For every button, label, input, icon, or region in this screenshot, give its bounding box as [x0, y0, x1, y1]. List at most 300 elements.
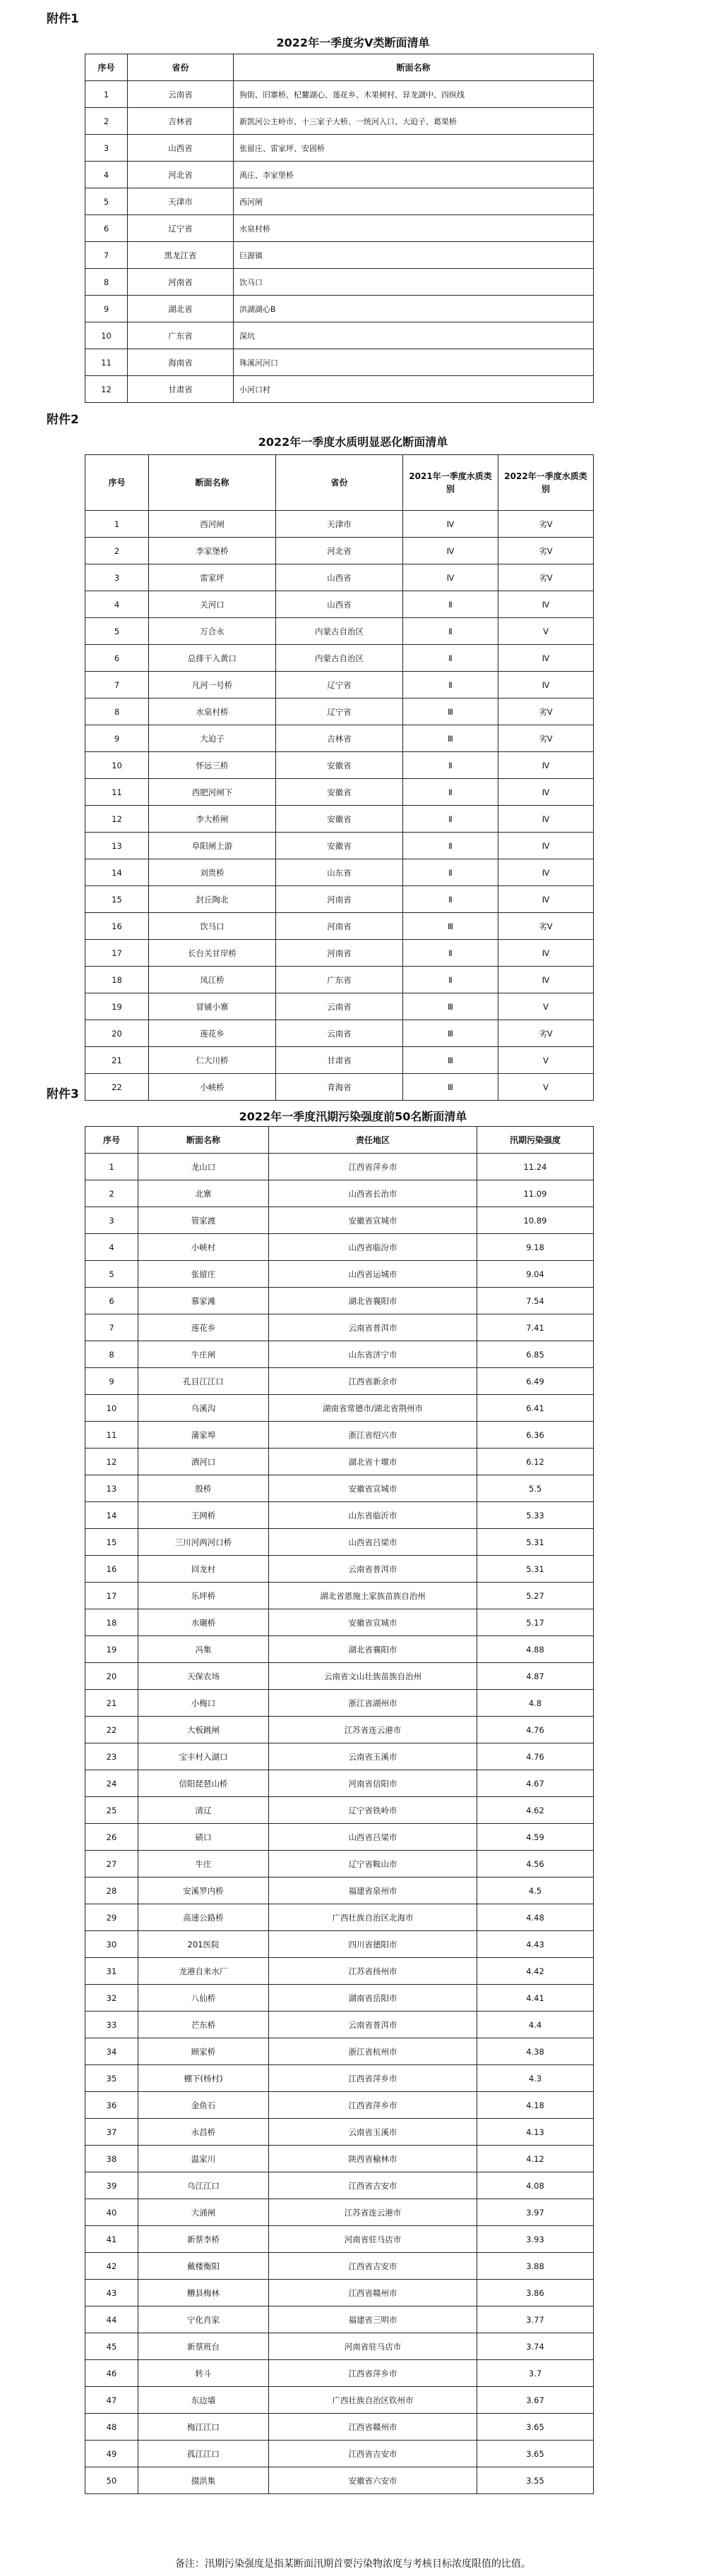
province-cell: 辽宁省 [128, 215, 234, 242]
quality-2021-cell: Ⅲ [403, 1020, 498, 1047]
quality-2022-cell: Ⅴ [498, 1047, 594, 1074]
region-cell: 江西省吉安市 [269, 2441, 477, 2467]
section-cell: 永昌桥 [138, 2119, 269, 2146]
quality-2022-cell: Ⅴ [498, 1074, 594, 1101]
index-cell: 25 [85, 1797, 138, 1824]
index-cell: 1 [85, 81, 128, 108]
index-cell: 13 [85, 833, 149, 859]
quality-2021-cell: Ⅱ [403, 618, 498, 645]
table-row [85, 162, 594, 188]
quality-2022-cell: Ⅳ [498, 886, 594, 913]
quality-2021-cell: Ⅱ [403, 967, 498, 993]
index-cell: 19 [85, 993, 149, 1020]
quality-2021-cell: Ⅱ [403, 779, 498, 806]
section-cell: 戴楼衡阳 [138, 2253, 269, 2280]
quality-2021-cell: Ⅱ [403, 859, 498, 886]
intensity-cell: 4.8 [477, 1690, 594, 1717]
index-cell: 29 [85, 1904, 138, 1931]
section-cell: 总排干入黄口 [149, 645, 276, 672]
intensity-cell: 6.85 [477, 1341, 594, 1368]
table-row [85, 1047, 594, 1074]
region-cell: 江苏省连云港市 [269, 1717, 477, 1743]
section-cell: 牛庄闸 [138, 1341, 269, 1368]
province-cell: 辽宁省 [276, 672, 403, 699]
table-row [85, 1743, 594, 1770]
section-cell: 天保农场 [138, 1663, 269, 1690]
intensity-cell: 4.12 [477, 2146, 594, 2172]
section-cell: 张留庄 [138, 1261, 269, 1288]
intensity-cell: 4.3 [477, 2065, 594, 2092]
table-row [85, 322, 594, 349]
quality-2021-cell: Ⅲ [403, 725, 498, 752]
names-cell: 饮马口 [234, 269, 594, 296]
intensity-cell: 4.59 [477, 1824, 594, 1851]
region-cell: 山西省运城市 [269, 1261, 477, 1288]
section-cell: 阜阳闸上游 [149, 833, 276, 859]
region-cell: 辽宁省鞍山市 [269, 1851, 477, 1877]
section-cell: 小峡村 [138, 1234, 269, 1261]
index-cell: 8 [85, 1341, 138, 1368]
region-cell: 江苏省扬州市 [269, 1958, 477, 1985]
index-cell: 38 [85, 2146, 138, 2172]
quality-2021-cell: Ⅱ [403, 833, 498, 859]
province-cell: 河北省 [128, 162, 234, 188]
section-cell: 西河闸 [149, 511, 276, 538]
header-section-name: 断面名称 [138, 1127, 269, 1154]
region-cell: 湖南省岳阳市 [269, 1985, 477, 2012]
section-cell: 新蔡李桥 [138, 2226, 269, 2253]
section-cell: 莲花乡 [138, 1314, 269, 1341]
section-cell: 温家川 [138, 2146, 269, 2172]
region-cell: 山东省临沂市 [269, 1502, 477, 1529]
quality-2021-cell: Ⅲ [403, 993, 498, 1020]
table-row [85, 242, 594, 269]
section-cell: 凡河一号桥 [149, 672, 276, 699]
index-cell: 26 [85, 1824, 138, 1851]
index-cell: 3 [85, 564, 149, 591]
index-cell: 33 [85, 2012, 138, 2038]
header-index: 序号 [85, 455, 149, 511]
names-cell: 禹庄、李家堡桥 [234, 162, 594, 188]
index-cell: 2 [85, 538, 149, 564]
table-row [85, 376, 594, 403]
header-quality-2021: 2021年一季度水质类别 [403, 455, 498, 511]
index-cell: 32 [85, 1985, 138, 2012]
names-cell: 张留庄、雷家坪、安固桥 [234, 135, 594, 162]
table-row [85, 993, 594, 1020]
intensity-cell: 5.5 [477, 1475, 594, 1502]
table-row [85, 81, 594, 108]
section-cell: 孤江江口 [138, 2441, 269, 2467]
table-row [85, 618, 594, 645]
region-cell: 河南省驻马店市 [269, 2333, 477, 2360]
index-cell: 31 [85, 1958, 138, 1985]
header-pollution-intensity: 汛期污染强度 [477, 1127, 594, 1154]
table-row [85, 672, 594, 699]
section-cell: 碛口 [138, 1824, 269, 1851]
table-row [85, 1717, 594, 1743]
quality-2022-cell: 劣Ⅴ [498, 1020, 594, 1047]
section-cell: 万合永 [149, 618, 276, 645]
section-cell: 蒲家埠 [138, 1422, 269, 1449]
table-row [85, 2146, 594, 2172]
table-row [85, 2199, 594, 2226]
section-cell: 管家渡 [138, 1207, 269, 1234]
quality-2022-cell: 劣Ⅴ [498, 913, 594, 940]
table-row [85, 1341, 594, 1368]
section-cell: 掇洪集 [138, 2467, 269, 2494]
section-cell: 大涌闸 [138, 2199, 269, 2226]
section-cell: 转斗 [138, 2360, 269, 2387]
quality-2022-cell: Ⅳ [498, 752, 594, 779]
header-province: 省份 [276, 455, 403, 511]
table-row [85, 1904, 594, 1931]
index-cell: 28 [85, 1877, 138, 1904]
province-cell: 安徽省 [276, 806, 403, 833]
index-cell: 8 [85, 699, 149, 725]
table-row [85, 2092, 594, 2119]
section-cell: 怀远三桥 [149, 752, 276, 779]
index-cell: 1 [85, 511, 149, 538]
names-cell: 西河闸 [234, 188, 594, 215]
attachment3-label: 附件3 [47, 1087, 79, 1101]
index-cell: 17 [85, 1583, 138, 1609]
province-cell: 海南省 [128, 349, 234, 376]
table-row [85, 886, 594, 913]
province-cell: 吉林省 [128, 108, 234, 135]
table-row [85, 779, 594, 806]
region-cell: 浙江省湖州市 [269, 1690, 477, 1717]
table-row [85, 2172, 594, 2199]
names-cell: 洪湖湖心B [234, 296, 594, 322]
section-cell: 清辽 [138, 1797, 269, 1824]
intensity-cell: 11.24 [477, 1154, 594, 1180]
intensity-cell: 4.43 [477, 1931, 594, 1958]
province-cell: 湖北省 [128, 296, 234, 322]
table-row [85, 1502, 594, 1529]
index-cell: 36 [85, 2092, 138, 2119]
section-cell: 李家堡桥 [149, 538, 276, 564]
province-cell: 安徽省 [276, 779, 403, 806]
intensity-cell: 4.56 [477, 1851, 594, 1877]
section-cell: 龙山口 [138, 1154, 269, 1180]
index-cell: 22 [85, 1717, 138, 1743]
table-row [85, 1207, 594, 1234]
region-cell: 湖北省恩施土家族苗族自治州 [269, 1583, 477, 1609]
section-cell: 梅江江口 [138, 2414, 269, 2441]
table-row [85, 1877, 594, 1904]
table-row [85, 135, 594, 162]
index-cell: 17 [85, 940, 149, 967]
intensity-cell: 5.31 [477, 1529, 594, 1556]
region-cell: 江西省新余市 [269, 1368, 477, 1395]
section-cell: 牛庄 [138, 1851, 269, 1877]
index-cell: 10 [85, 1395, 138, 1422]
index-cell: 11 [85, 779, 149, 806]
attachment3-table [85, 1126, 594, 2494]
index-cell: 22 [85, 1074, 149, 1101]
table-row [85, 967, 594, 993]
region-cell: 河南省信阳市 [269, 1770, 477, 1797]
province-cell: 黑龙江省 [128, 242, 234, 269]
index-cell: 13 [85, 1475, 138, 1502]
index-cell: 39 [85, 2172, 138, 2199]
section-cell: 西肥河闸下 [149, 779, 276, 806]
region-cell: 山西省临汾市 [269, 1234, 477, 1261]
index-cell: 9 [85, 1368, 138, 1395]
quality-2022-cell: Ⅳ [498, 833, 594, 859]
table-row [85, 349, 594, 376]
region-cell: 湖北省十堰市 [269, 1449, 477, 1475]
index-cell: 10 [85, 322, 128, 349]
intensity-cell: 9.18 [477, 1234, 594, 1261]
index-cell: 5 [85, 618, 149, 645]
index-cell: 12 [85, 1449, 138, 1475]
quality-2021-cell: Ⅲ [403, 913, 498, 940]
section-cell: 芒东桥 [138, 2012, 269, 2038]
region-cell: 福建省三明市 [269, 2306, 477, 2333]
table-row [85, 215, 594, 242]
section-cell: 高速公路桥 [138, 1904, 269, 1931]
section-cell: 信阳琵琶山桥 [138, 1770, 269, 1797]
table-row [85, 1154, 594, 1180]
quality-2022-cell: 劣Ⅴ [498, 511, 594, 538]
intensity-cell: 3.74 [477, 2333, 594, 2360]
table-row [85, 913, 594, 940]
table-row [85, 833, 594, 859]
quality-2021-cell: Ⅲ [403, 1047, 498, 1074]
table-row [85, 940, 594, 967]
province-cell: 云南省 [276, 1020, 403, 1047]
names-cell: 水泉村桥 [234, 215, 594, 242]
index-cell: 9 [85, 296, 128, 322]
index-cell: 8 [85, 269, 128, 296]
header-region: 责任地区 [269, 1127, 477, 1154]
region-cell: 辽宁省铁岭市 [269, 1797, 477, 1824]
quality-2022-cell: Ⅳ [498, 672, 594, 699]
names-cell: 珠溪河河口 [234, 349, 594, 376]
region-cell: 安徽省宣城市 [269, 1207, 477, 1234]
index-cell: 12 [85, 376, 128, 403]
attachment3-title: 2022年一季度汛期污染强度前50名断面清单 [239, 1110, 467, 1123]
province-cell: 甘肃省 [128, 376, 234, 403]
table-row [85, 2467, 594, 2494]
intensity-cell: 3.65 [477, 2414, 594, 2441]
table-row [85, 1074, 594, 1101]
region-cell: 四川省德阳市 [269, 1931, 477, 1958]
section-cell: 水碾桥 [138, 1609, 269, 1636]
table-row [85, 1314, 594, 1341]
names-cell: 巨源镇 [234, 242, 594, 269]
index-cell: 49 [85, 2441, 138, 2467]
intensity-cell: 9.04 [477, 1261, 594, 1288]
section-cell: 乌江江口 [138, 2172, 269, 2199]
intensity-cell: 6.49 [477, 1368, 594, 1395]
table-row [85, 1663, 594, 1690]
index-cell: 16 [85, 913, 149, 940]
table-row [85, 1851, 594, 1877]
section-cell: 酒河口 [138, 1449, 269, 1475]
region-cell: 江西省吉安市 [269, 2172, 477, 2199]
index-cell: 37 [85, 2119, 138, 2146]
index-cell: 7 [85, 672, 149, 699]
section-cell: 小梅口 [138, 1690, 269, 1717]
section-cell: 冯集 [138, 1636, 269, 1663]
region-cell: 山西省吕梁市 [269, 1529, 477, 1556]
quality-2022-cell: 劣Ⅴ [498, 564, 594, 591]
index-cell: 43 [85, 2280, 138, 2306]
section-cell: 乐坪桥 [138, 1583, 269, 1609]
header-quality-2022: 2022年一季度水质类别 [498, 455, 594, 511]
index-cell: 30 [85, 1931, 138, 1958]
index-cell: 4 [85, 591, 149, 618]
region-cell: 云南省玉溪市 [269, 1743, 477, 1770]
index-cell: 18 [85, 1609, 138, 1636]
region-cell: 安徽省六安市 [269, 2467, 477, 2494]
intensity-cell: 4.38 [477, 2038, 594, 2065]
index-cell: 47 [85, 2387, 138, 2414]
province-cell: 天津市 [276, 511, 403, 538]
table-row [85, 2414, 594, 2441]
section-cell: 仁大川桥 [149, 1047, 276, 1074]
province-cell: 山西省 [276, 564, 403, 591]
index-cell: 4 [85, 1234, 138, 1261]
intensity-cell: 3.97 [477, 2199, 594, 2226]
section-cell: 乌溪沟 [138, 1395, 269, 1422]
header-section-names: 断面名称 [234, 54, 594, 81]
intensity-cell: 6.41 [477, 1395, 594, 1422]
section-cell: 饮马口 [149, 913, 276, 940]
section-cell: 水泉村桥 [149, 699, 276, 725]
index-cell: 50 [85, 2467, 138, 2494]
section-cell: 关河口 [149, 591, 276, 618]
intensity-cell: 4.42 [477, 1958, 594, 1985]
table-row [85, 1529, 594, 1556]
section-cell: 回龙村 [138, 1556, 269, 1583]
intensity-cell: 4.87 [477, 1663, 594, 1690]
region-cell: 湖南省常德市/湖北省荆州市 [269, 1395, 477, 1422]
region-cell: 云南省文山壮族苗族自治州 [269, 1663, 477, 1690]
index-cell: 7 [85, 242, 128, 269]
index-cell: 19 [85, 1636, 138, 1663]
province-cell: 河南省 [276, 886, 403, 913]
table-row [85, 1770, 594, 1797]
quality-2022-cell: Ⅳ [498, 806, 594, 833]
section-cell: 小峡桥 [149, 1074, 276, 1101]
quality-2021-cell: Ⅲ [403, 699, 498, 725]
province-cell: 辽宁省 [276, 699, 403, 725]
table-row [85, 2441, 594, 2467]
table-row [85, 1288, 594, 1314]
index-cell: 3 [85, 1207, 138, 1234]
quality-2022-cell: 劣Ⅴ [498, 699, 594, 725]
quality-2022-cell: 劣Ⅴ [498, 725, 594, 752]
section-cell: 王网桥 [138, 1502, 269, 1529]
index-cell: 5 [85, 1261, 138, 1288]
table-row [85, 296, 594, 322]
index-cell: 6 [85, 215, 128, 242]
table-row [85, 188, 594, 215]
region-cell: 山西省长治市 [269, 1180, 477, 1207]
index-cell: 9 [85, 725, 149, 752]
section-cell: 大迫子 [149, 725, 276, 752]
intensity-cell: 4.41 [477, 1985, 594, 2012]
intensity-cell: 3.67 [477, 2387, 594, 2414]
region-cell: 云南省普洱市 [269, 1556, 477, 1583]
table-row [85, 1985, 594, 2012]
intensity-cell: 5.33 [477, 1502, 594, 1529]
region-cell: 江西省萍乡市 [269, 2360, 477, 2387]
section-cell: 殷桥 [138, 1475, 269, 1502]
province-cell: 广东省 [276, 967, 403, 993]
intensity-cell: 4.4 [477, 2012, 594, 2038]
region-cell: 河南省驻马店市 [269, 2226, 477, 2253]
index-cell: 15 [85, 1529, 138, 1556]
names-cell: 新凯河公主岭市、十三家子大桥、一统河入口、大迫子、葛果桥 [234, 108, 594, 135]
province-cell: 内蒙古自治区 [276, 645, 403, 672]
intensity-cell: 6.36 [477, 1422, 594, 1449]
province-cell: 天津市 [128, 188, 234, 215]
header-province: 省份 [128, 54, 234, 81]
intensity-cell: 4.48 [477, 1904, 594, 1931]
table-row [85, 2280, 594, 2306]
region-cell: 福建省泉州市 [269, 1877, 477, 1904]
section-cell: 孔目江江口 [138, 1368, 269, 1395]
region-cell: 山东省济宁市 [269, 1341, 477, 1368]
section-cell: 北寨 [138, 1180, 269, 1207]
table-row [85, 1395, 594, 1422]
section-cell: 李大桥闸 [149, 806, 276, 833]
region-cell: 安徽省宣城市 [269, 1475, 477, 1502]
table-row [85, 1824, 594, 1851]
section-cell: 雷家坪 [149, 564, 276, 591]
province-cell: 河南省 [276, 913, 403, 940]
quality-2022-cell: Ⅳ [498, 779, 594, 806]
index-cell: 18 [85, 967, 149, 993]
section-cell: 糟县梅林 [138, 2280, 269, 2306]
index-cell: 2 [85, 1180, 138, 1207]
region-cell: 山西省吕梁市 [269, 1824, 477, 1851]
section-cell: 201医院 [138, 1931, 269, 1958]
province-cell: 吉林省 [276, 725, 403, 752]
intensity-cell: 3.77 [477, 2306, 594, 2333]
intensity-cell: 11.09 [477, 1180, 594, 1207]
table-row [85, 1234, 594, 1261]
province-cell: 安徽省 [276, 833, 403, 859]
index-cell: 5 [85, 188, 128, 215]
intensity-cell: 4.5 [477, 1877, 594, 1904]
quality-2021-cell: Ⅱ [403, 591, 498, 618]
table-row [85, 1958, 594, 1985]
section-cell: 八仙桥 [138, 1985, 269, 2012]
index-cell: 21 [85, 1690, 138, 1717]
intensity-cell: 3.55 [477, 2467, 594, 2494]
region-cell: 陕西省榆林市 [269, 2146, 477, 2172]
section-cell: 宝丰村入湖口 [138, 1743, 269, 1770]
quality-2021-cell: Ⅲ [403, 1074, 498, 1101]
intensity-cell: 7.41 [477, 1314, 594, 1341]
region-cell: 湖北省襄阳市 [269, 1288, 477, 1314]
intensity-cell: 3.86 [477, 2280, 594, 2306]
table-row [85, 2038, 594, 2065]
attachment1-table [85, 54, 594, 403]
index-cell: 6 [85, 1288, 138, 1314]
intensity-cell: 10.89 [477, 1207, 594, 1234]
province-cell: 山西省 [276, 591, 403, 618]
index-cell: 15 [85, 886, 149, 913]
province-cell: 云南省 [276, 993, 403, 1020]
index-cell: 34 [85, 2038, 138, 2065]
